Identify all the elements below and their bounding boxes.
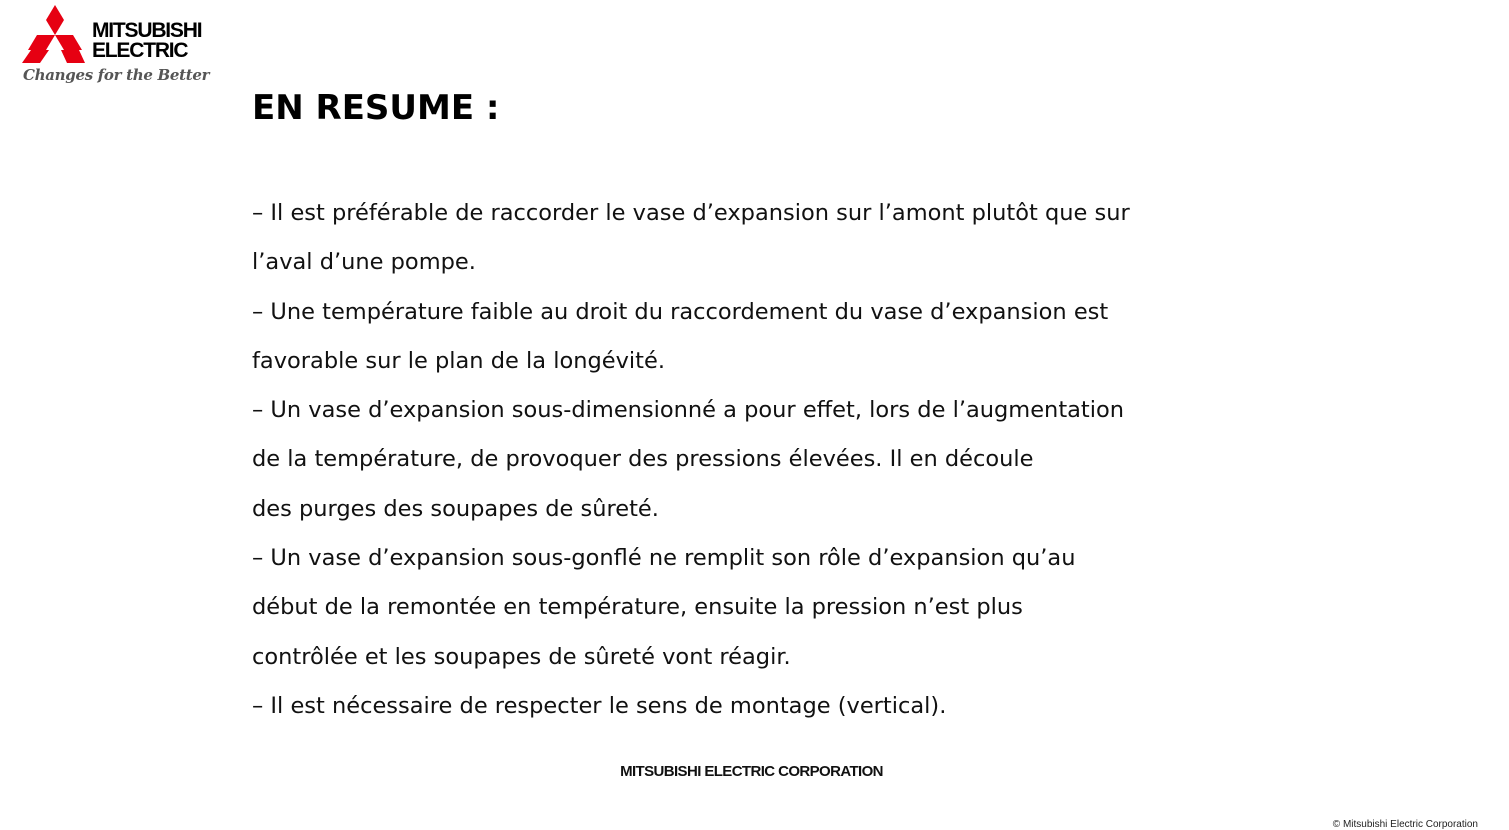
summary-line: de la température, de provoquer des pressions élevées. Il en découle — [252, 446, 1034, 473]
mitsubishi-electric-logo — [22, 5, 222, 87]
summary-line: – Il est préférable de raccorder le vase d’expansion sur l’amont plutôt que sur — [252, 200, 1130, 226]
summary-line: – Un vase d’expansion sous-gonflé ne remplit son rôle d’expansion qu’au — [252, 545, 1076, 572]
logo-brand-line2: ELECTRIC — [92, 39, 188, 62]
footer-copyright: © Mitsubishi Electric Corporation — [1332, 819, 1478, 830]
summary-line: – Un vase d’expansion sous-dimensionné a pour effet, lors de l’augmentation — [252, 397, 1125, 424]
summary-body — [252, 189, 1212, 731]
summary-line: contrôlée et les soupapes de sûreté vont réagir. — [252, 643, 791, 670]
summary-line: – Une température faible au droit du raccordement du vase d’expansion est — [252, 298, 1109, 325]
summary-line: début de la remontée en température, ensuite la pression n’est plus — [252, 594, 1023, 621]
logo-tagline: Changes for the Better — [23, 66, 210, 84]
summary-line: l’aval d’une pompe. — [252, 249, 476, 276]
three-diamonds-icon — [22, 5, 88, 63]
slide-title: EN RESUME : — [252, 88, 500, 128]
summary-line: – Il est nécessaire de respecter le sens de montage (vertical). — [252, 692, 947, 719]
logo-brand-line1: MITSUBISHI — [92, 19, 202, 42]
summary-line: des purges des soupapes de sûreté. — [252, 495, 659, 522]
summary-line: favorable sur le plan de la longévité. — [252, 347, 665, 374]
footer-corporation-name: MITSUBISHI ELECTRIC CORPORATION — [620, 763, 883, 780]
